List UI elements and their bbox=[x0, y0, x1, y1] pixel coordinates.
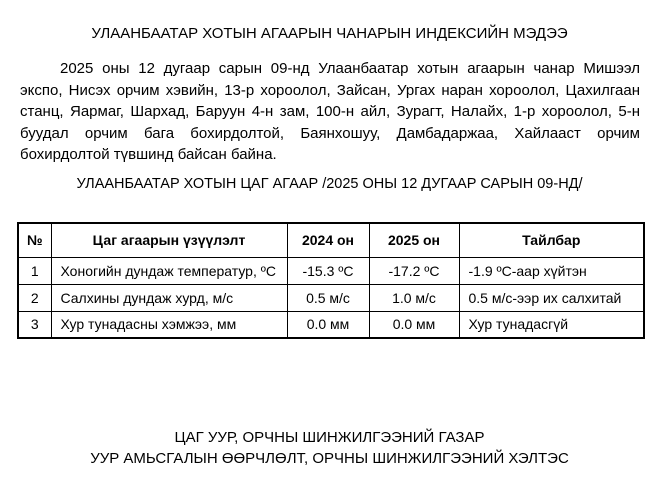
value-2024: -15.3 ºС bbox=[287, 257, 369, 284]
value-2024: 0.5 м/с bbox=[287, 284, 369, 311]
table-row bbox=[18, 311, 644, 338]
table-header-row bbox=[18, 223, 644, 257]
value-2025: 0.0 мм bbox=[369, 311, 459, 338]
column-header-indicator: Цаг агаарын үзүүлэлт bbox=[51, 223, 287, 257]
remark-text: 0.5 м/с-ээр их салхитай bbox=[459, 284, 644, 311]
remark-text: Хур тунадасгүй bbox=[459, 311, 644, 338]
row-number: 3 bbox=[18, 311, 51, 338]
value-2025: 1.0 м/с bbox=[369, 284, 459, 311]
weather-section-subtitle: УЛААНБААТАР ХОТЫН ЦАГ АГААР /2025 ОНЫ 12 ДУГААР САРЫН 09-НД/ bbox=[76, 176, 583, 192]
weather-comparison-table bbox=[17, 222, 645, 339]
page-title: УЛААНБААТАР ХОТЫН АГААРЫН ЧАНАРЫН ИНДЕКСИЙН МЭДЭЭ bbox=[91, 25, 568, 42]
footer-department-name: УУР АМЬСГАЛЫН ӨӨРЧЛӨЛТ, ОРЧНЫ ШИНЖИЛГЭЭНИЙ ХЭЛТЭС bbox=[90, 450, 569, 467]
intro-paragraph: 2025 оны 12 дугаар сарын 09-нд Улаанбаатар хотын агаарын чанар Мишээл экспо, Нисэх орчим хэвийн, 13-р хороолол, Зайсан, Ургах наран хороолол, Цахилгаан станц, Яармаг, Шархад, Баруун 4-н зам, 100-н айл, Зурагт, Налайх, 1-р хороолол, 5-н буудал орчим бага бохирдолтой, Баянхошуу, Дамбадаржаа, Хайлааст орчим бохирдолтой түвшинд байсан байна. bbox=[20, 60, 640, 163]
table-row bbox=[18, 284, 644, 311]
indicator-label: Салхины дундаж хурд, м/с bbox=[51, 284, 287, 311]
footer-agency-name: ЦАГ УУР, ОРЧНЫ ШИНЖИЛГЭЭНИЙ ГАЗАР bbox=[174, 429, 485, 446]
column-header-year-2025: 2025 он bbox=[369, 223, 459, 257]
column-header-number: № bbox=[18, 223, 51, 257]
row-number: 1 bbox=[18, 257, 51, 284]
value-2025: -17.2 ºС bbox=[369, 257, 459, 284]
value-2024: 0.0 мм bbox=[287, 311, 369, 338]
table-row bbox=[18, 257, 644, 284]
footer-organization bbox=[0, 427, 659, 469]
indicator-label: Хоногийн дундаж температур, ºС bbox=[51, 257, 287, 284]
row-number: 2 bbox=[18, 284, 51, 311]
remark-text: -1.9 ºС-аар хүйтэн bbox=[459, 257, 644, 284]
indicator-label: Хур тунадасны хэмжээ, мм bbox=[51, 311, 287, 338]
column-header-year-2024: 2024 он bbox=[287, 223, 369, 257]
column-header-remark: Тайлбар bbox=[459, 223, 644, 257]
